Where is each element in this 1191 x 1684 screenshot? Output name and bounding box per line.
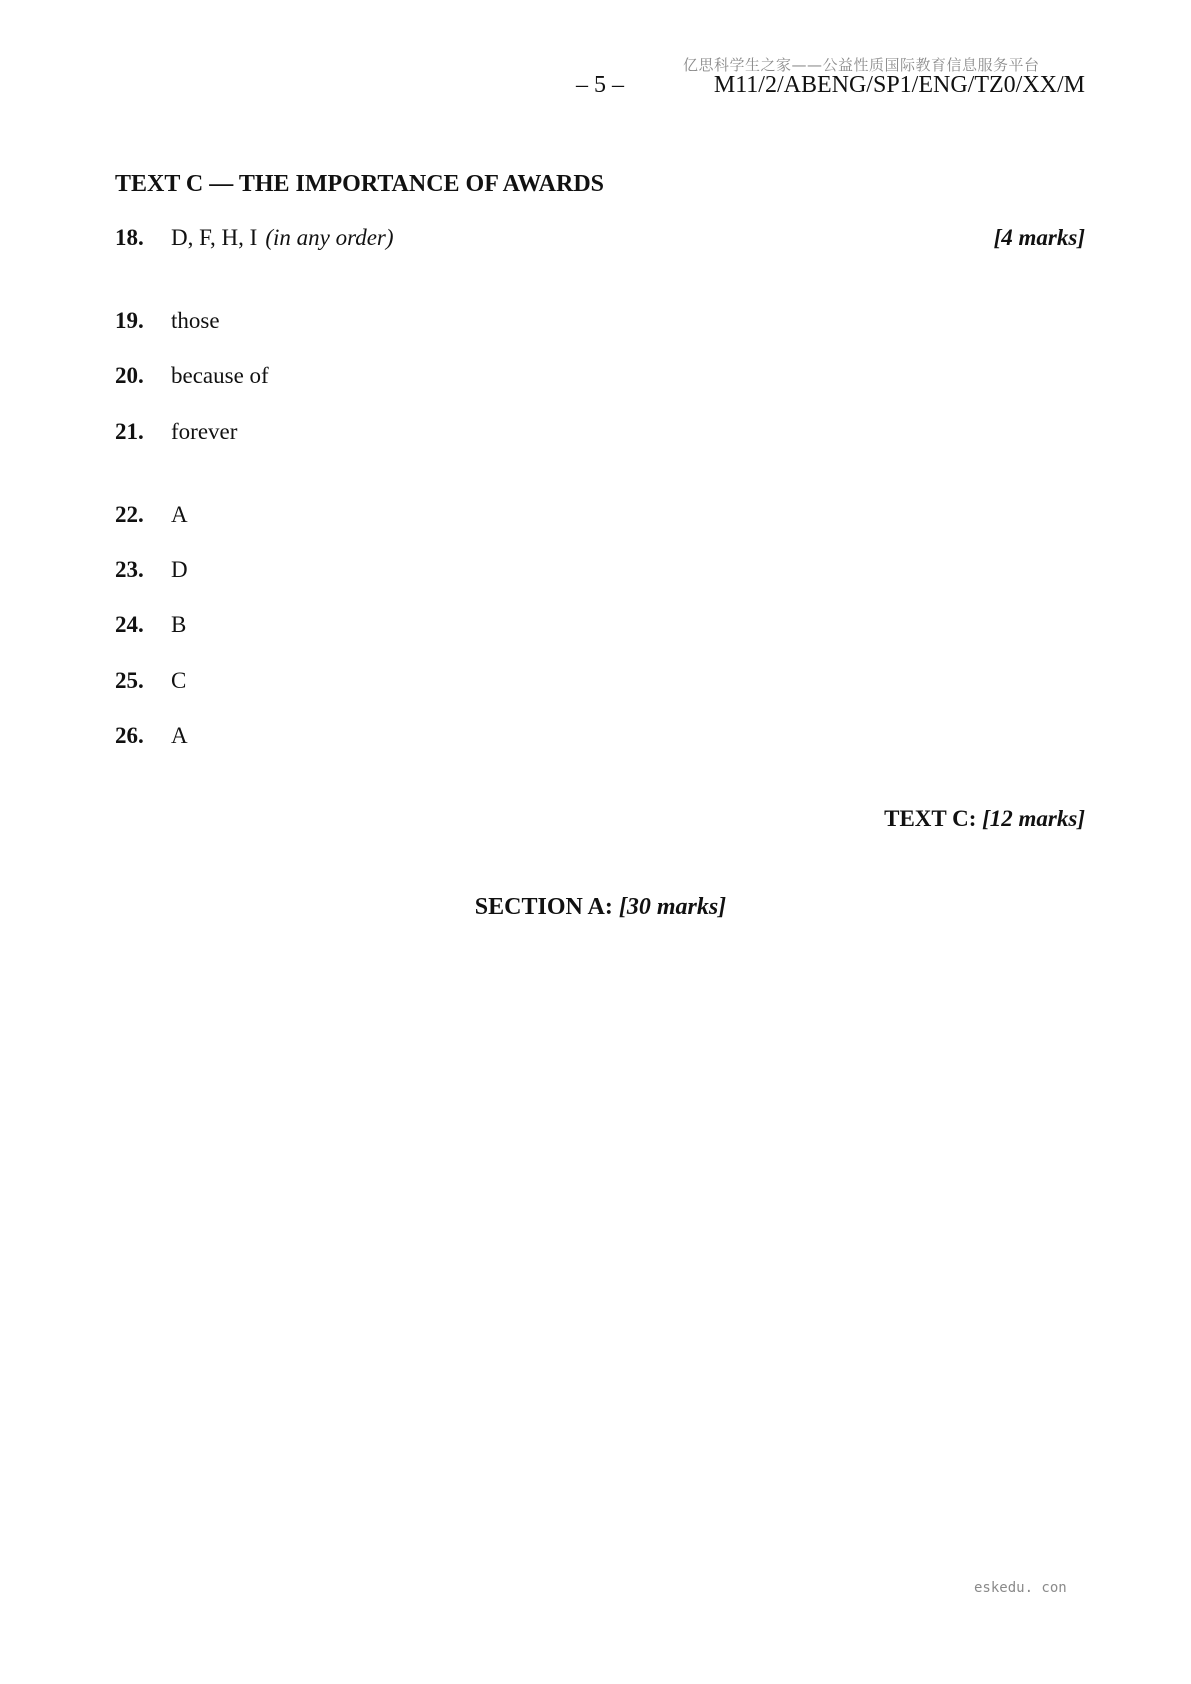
question-answer: forever [171,419,238,444]
page-number: – 5 – [576,72,624,98]
section-total-label: SECTION A: [474,894,613,920]
section-total-marks: [30 marks] [618,894,727,920]
question-row [115,225,394,251]
question-answer: because of [171,363,269,388]
section-title: TEXT C — THE IMPORTANCE OF AWARDS [115,171,605,197]
question-answer: C [171,668,187,693]
question-row [115,419,237,445]
question-answer: B [171,612,187,637]
question-answer: A [171,723,188,748]
question-number: 25. [115,668,144,693]
question-number: 19. [115,308,144,333]
question-answer: D, F, H, I [171,225,258,250]
question-row [115,723,188,749]
paper-code: M11/2/ABENG/SP1/ENG/TZ0/XX/M [713,72,1085,98]
question-row [115,308,220,334]
section-total [0,894,1191,921]
question-row [115,557,188,583]
question-number: 20. [115,363,144,388]
question-row [115,363,269,389]
text-total-marks: [12 marks] [982,806,1085,831]
question-row [115,612,186,638]
question-answer: A [171,502,188,527]
question-number: 18. [115,225,144,250]
question-note: (in any order) [265,225,394,250]
question-number: 26. [115,723,144,748]
text-total-label: TEXT C: [884,806,977,831]
footer-url: eskedu. con [974,1580,1067,1596]
question-marks: [4 marks] [993,225,1085,250]
question-number: 21. [115,419,144,444]
question-number: 24. [115,612,144,637]
question-row [115,668,186,694]
question-answer: D [171,557,188,582]
question-number: 23. [115,557,144,582]
question-number: 22. [115,502,144,527]
text-total [884,806,1085,832]
question-row [115,502,188,528]
question-answer: those [171,308,220,333]
watermark-text: 亿思科学生之家——公益性质国际教育信息服务平台 [683,56,1040,74]
